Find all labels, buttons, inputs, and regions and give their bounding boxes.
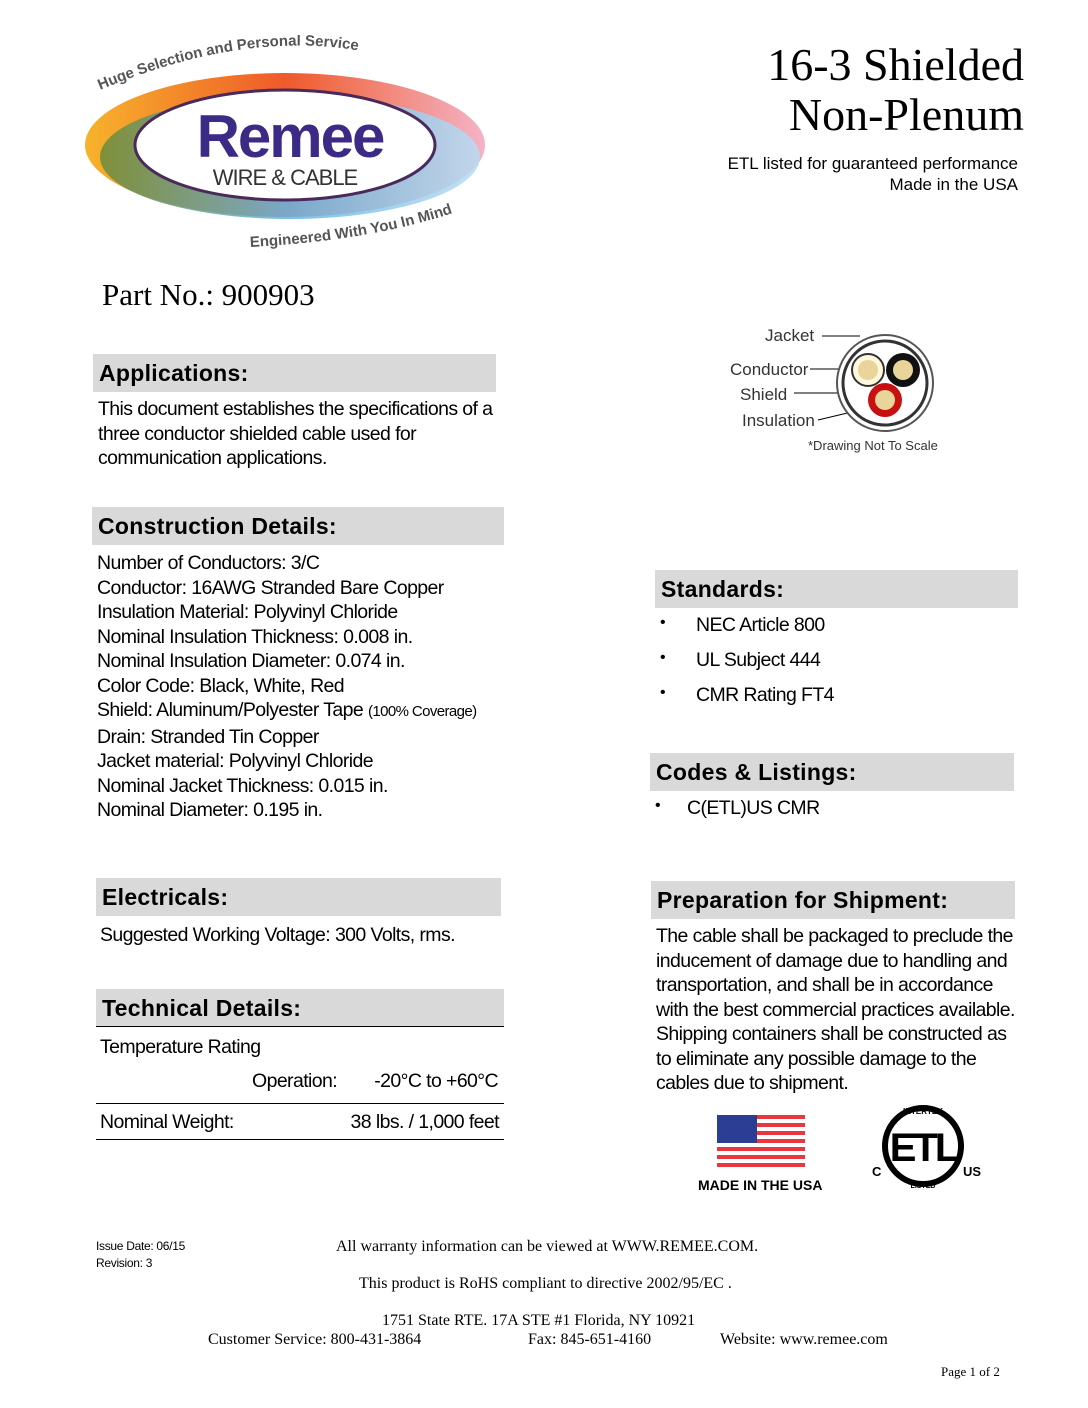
codes-heading: Codes & Listings: <box>650 753 1014 791</box>
revision: Revision: 3 <box>96 1256 153 1270</box>
diagram-note: *Drawing Not To Scale <box>808 438 938 453</box>
customer-service: Customer Service: 800-431-3864 <box>208 1331 422 1348</box>
label-shield: Shield <box>740 385 788 404</box>
text-line: This document establishes the specifications of a <box>98 398 493 420</box>
warranty-text: All warranty information can be viewed at WWW.REMEE.COM. <box>336 1238 759 1255</box>
applications-heading: Applications: <box>93 354 496 392</box>
standard-item: • UL Subject 444 <box>660 649 834 684</box>
text-line: inducement of damage due to handling and <box>656 949 1008 972</box>
remee-logo <box>85 35 505 260</box>
spec-line: Insulation Material: Polyvinyl Chloride <box>97 601 398 623</box>
text-line: to eliminate any possible damage to the <box>656 1047 977 1070</box>
shield-spec: Shield: Aluminum/Polyester Tape <box>97 699 364 721</box>
construction-list <box>97 551 477 823</box>
title-subtitle <box>728 153 1018 195</box>
text-line: The cable shall be packaged to preclude the <box>656 925 1013 947</box>
subtitle-etl: ETL listed for guaranteed performance <box>727 154 1018 173</box>
standards-heading: Standards: <box>655 570 1018 608</box>
spec-line: Jacket material: Polyvinyl Chloride <box>97 750 373 772</box>
logo-tagline-bottom: Engineered With You In Mind <box>249 200 455 251</box>
shipment-heading: Preparation for Shipment: <box>651 881 1015 919</box>
text-line: communication applications. <box>98 447 327 469</box>
spec-line: Nominal Diameter: 0.195 in. <box>97 799 323 821</box>
etl-top-text: INTERTEK <box>903 1107 943 1116</box>
standard-item: • NEC Article 800 <box>660 614 834 649</box>
label-jacket: Jacket <box>765 326 815 345</box>
text-line: transportation, and shall be in accordance <box>656 974 993 996</box>
listing-item: • C(ETL)US CMR <box>655 797 820 832</box>
codes-list <box>655 797 820 832</box>
label-conductor: Conductor <box>730 360 809 379</box>
temperature-label: Temperature Rating <box>100 1036 261 1058</box>
spec-line: Nominal Insulation Diameter: 0.074 in. <box>97 650 405 672</box>
etl-listed-mark-icon <box>870 1103 990 1193</box>
spec-line: Nominal Insulation Thickness: 0.008 in. <box>97 625 413 648</box>
logo-tagline-top: Huge Selection and Personal Service <box>95 35 361 94</box>
issue-date: Issue Date: 06/15 <box>96 1239 185 1253</box>
spec-line <box>97 698 477 725</box>
applications-text <box>98 397 492 471</box>
etl-bottom-text: LISTED <box>910 1183 936 1190</box>
cable-diagram <box>700 320 960 460</box>
shipment-text <box>656 924 1015 1096</box>
operation-label: Operation: <box>252 1070 338 1092</box>
text-line: with the best commercial practices available. <box>656 998 1015 1021</box>
us-flag-icon <box>717 1115 805 1167</box>
subtitle-made-in-usa: Made in the USA <box>889 175 1018 194</box>
made-in-usa-label: MADE IN THE USA <box>698 1177 823 1193</box>
website-link[interactable]: Website: www.remee.com <box>720 1331 888 1348</box>
weight-value: 38 lbs. / 1,000 feet <box>350 1111 499 1133</box>
standards-list <box>660 614 834 719</box>
spec-line: Color Code: Black, White, Red <box>97 674 345 697</box>
electricals-heading: Electricals: <box>96 878 501 916</box>
title-line-2: Non-Plenum <box>788 89 1024 140</box>
etl-mark: ETL <box>889 1126 957 1170</box>
divider <box>96 1103 504 1104</box>
divider <box>96 1139 504 1140</box>
etl-c: C <box>872 1164 882 1179</box>
logo-brand: Remee <box>196 103 384 170</box>
shield-coverage-note: (100% Coverage) <box>367 703 477 720</box>
page-number: Page 1 of 2 <box>941 1364 1000 1379</box>
address: 1751 State RTE. 17A STE #1 Florida, NY 10921 <box>382 1312 696 1329</box>
issue-info <box>96 1238 185 1272</box>
title-line-1: 16-3 Shielded <box>767 39 1024 90</box>
spec-line: Nominal Jacket Thickness: 0.015 in. <box>97 774 388 797</box>
technical-heading: Technical Details: <box>96 989 504 1027</box>
label-insulation: Insulation <box>742 411 815 430</box>
text-line: Shipping containers shall be constructed as <box>656 1023 1007 1045</box>
spec-line: Number of Conductors: 3/C <box>97 552 320 574</box>
weight-label: Nominal Weight: <box>100 1111 234 1133</box>
construction-heading: Construction Details: <box>92 507 504 545</box>
part-number: Part No.: 900903 <box>102 277 315 312</box>
spec-line: Conductor: 16AWG Stranded Bare Copper <box>97 576 444 599</box>
text-line: cables due to shipment. <box>656 1072 849 1094</box>
text-line: three conductor shielded cable used for <box>98 422 417 445</box>
rohs-text: This product is RoHS compliant to directive 2002/95/EC . <box>359 1275 732 1292</box>
page-title <box>767 40 1024 140</box>
spec-line: Drain: Stranded Tin Copper <box>97 725 319 748</box>
electricals-text: Suggested Working Voltage: 300 Volts, rms. <box>100 924 455 946</box>
logo-sub: WIRE & CABLE <box>212 165 358 190</box>
standard-item: • CMR Rating FT4 <box>660 684 834 719</box>
operation-value: -20°C to +60°C <box>374 1070 498 1092</box>
etl-us: US <box>963 1164 982 1179</box>
fax: Fax: 845-651-4160 <box>528 1331 652 1348</box>
